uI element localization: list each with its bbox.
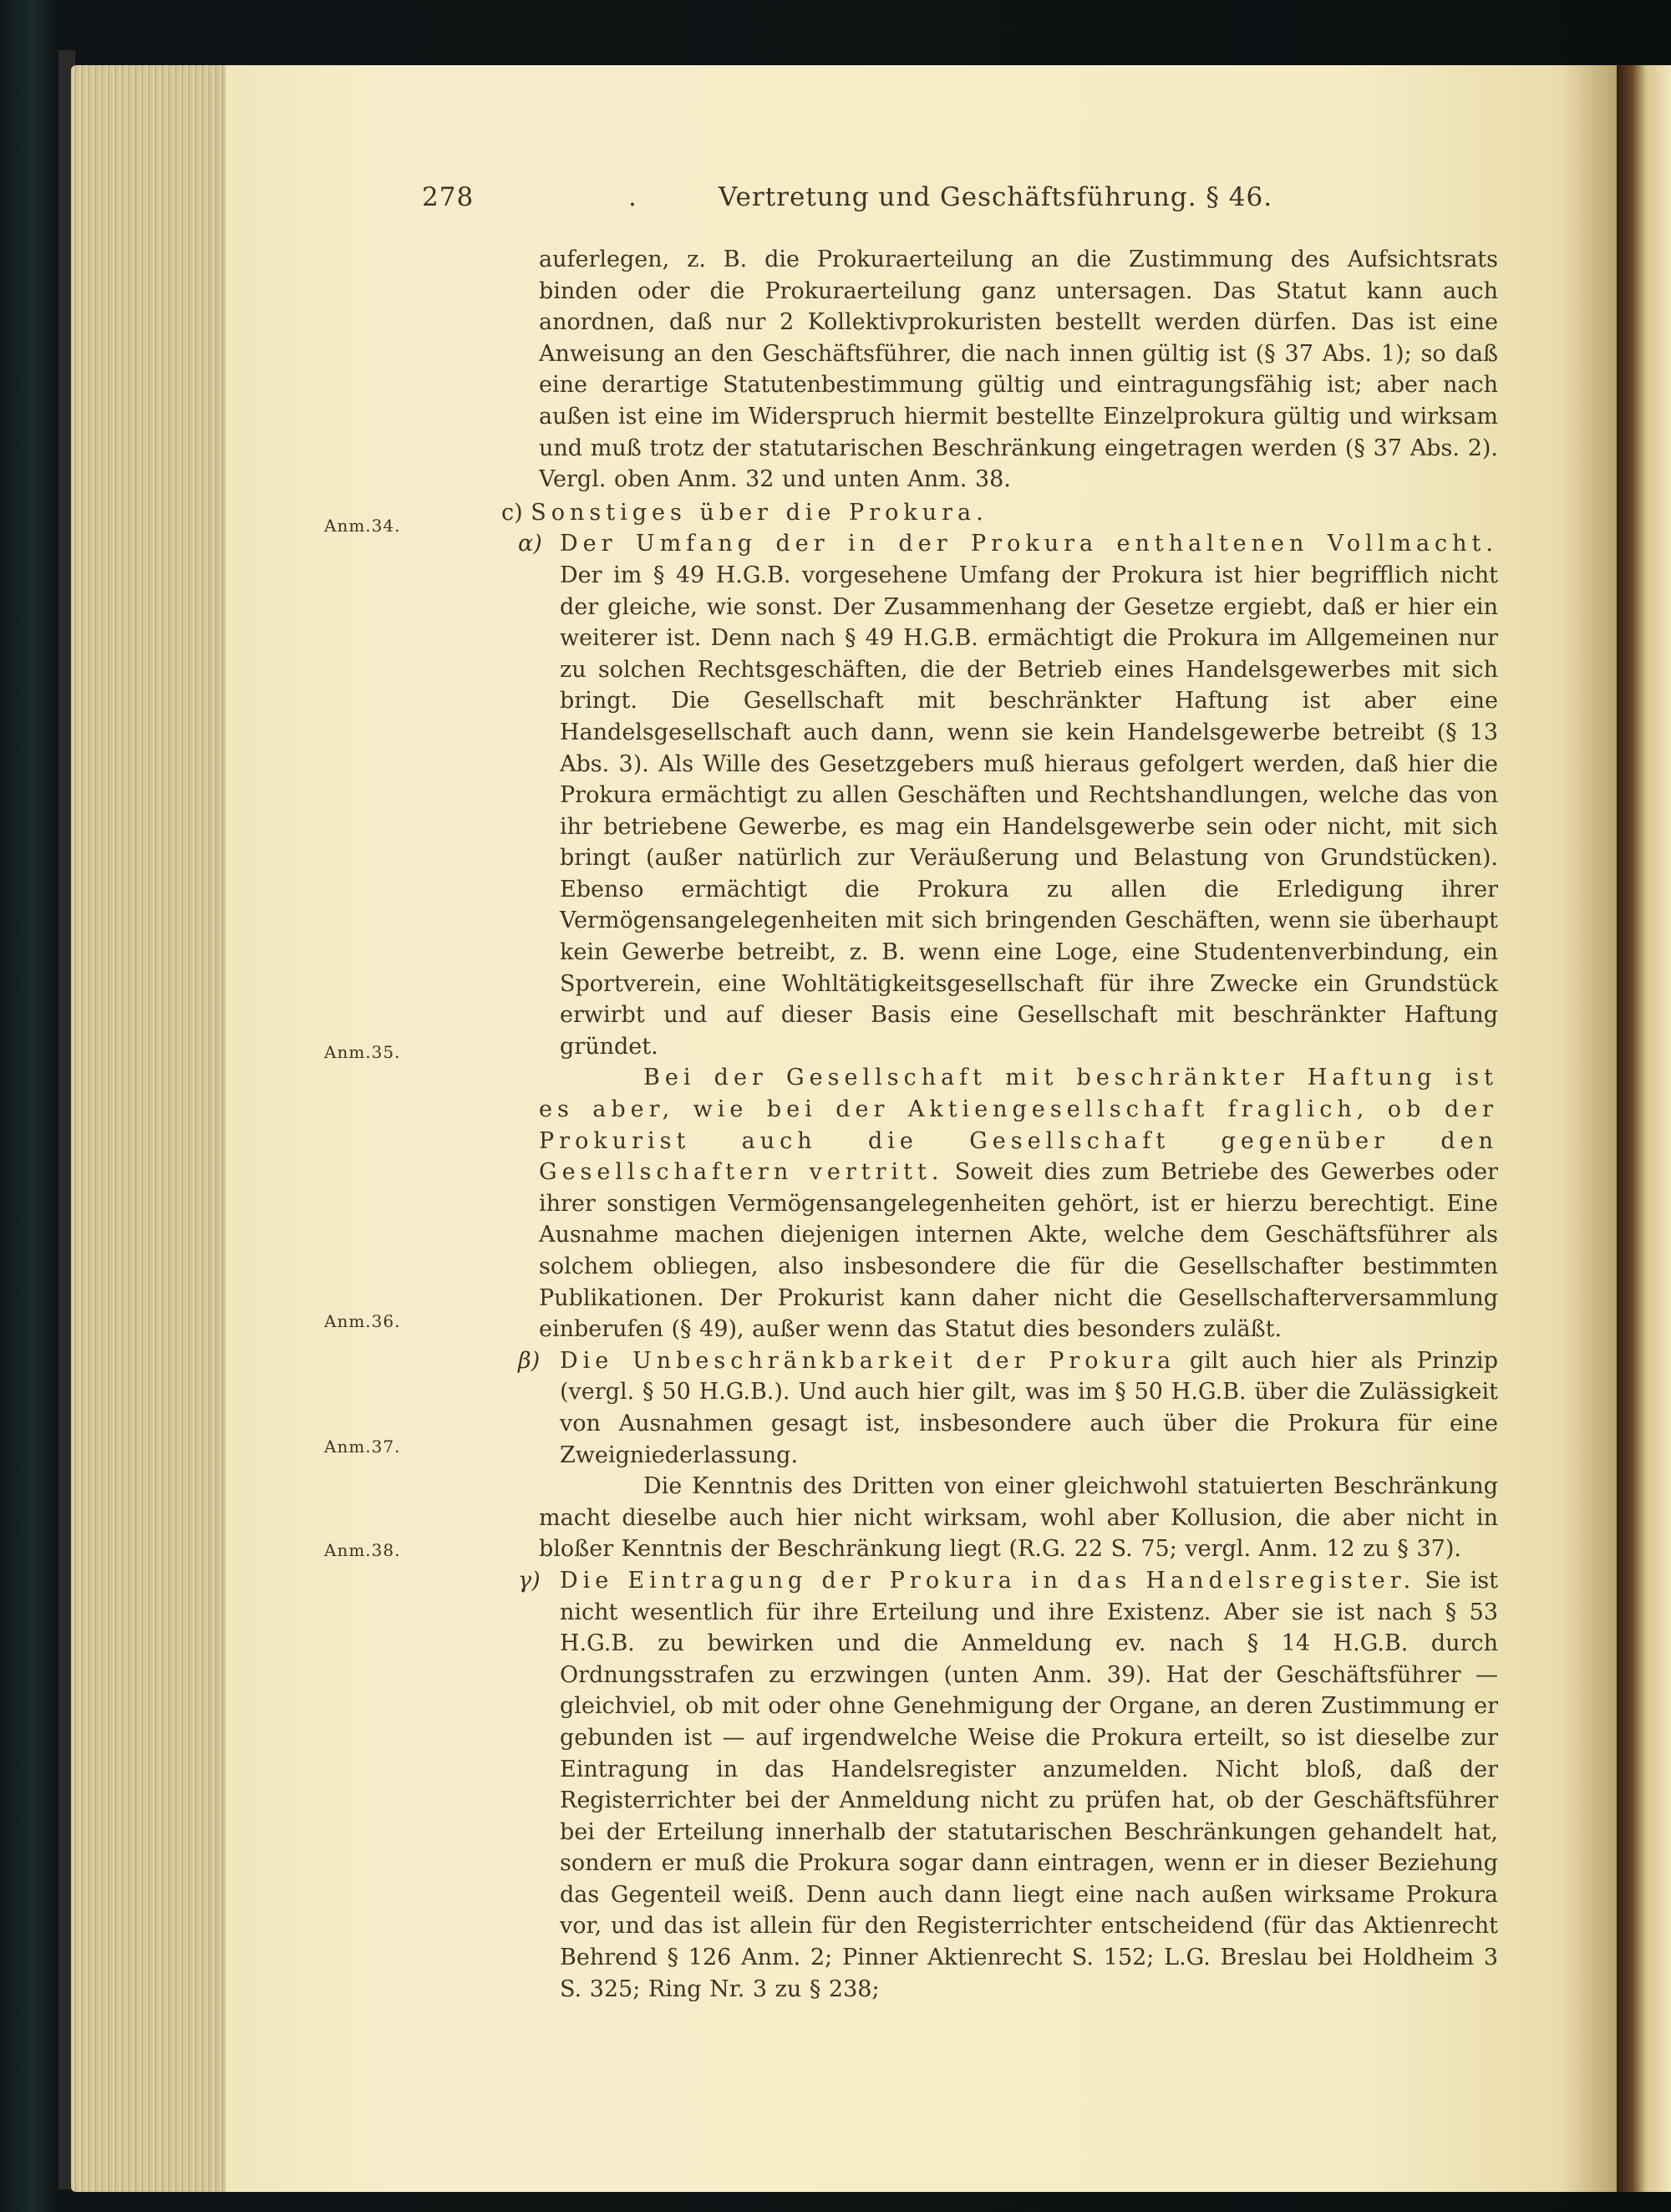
item-alpha — [518, 528, 1498, 1062]
margin-note-34: Anm.34. — [324, 516, 401, 536]
paragraph-35-spaced: Bei der Gesellschaft mit beschränkter Haftung ist es aber, wie bei der Aktiengesellschaft fraglich, ob der Prokurist auch die Gesellschaft gegenüber den Gesellschaftern vertritt. — [539, 1065, 1498, 1186]
item-alpha-text: Der im § 49 H.G.B. vorgesehene Umfang der Prokura ist hier begrifflich nicht der gleiche, wie sonst. Der Zusammenhang der Gesetze ergiebt, daß er hier ein weiterer ist. Denn nach § 49 H.G.B. ermächtigt die Prokura im Allgemeinen nur zu solchen Rechtsgeschäften, die der Betrieb eines Handelsgewerbes mit sich bringt. Die Gesellschaft mit beschränkter Haftung ist aber eine Handelsgesellschaft auch dann, wenn sie kein Handelsgewerbe betreibt (§ 13 Abs. 3). Als Wille des Gesetzgebers muß hieraus gefolgert werden, daß hier die Prokura ermächtigt zu allen Geschäften und Rechtshandlungen, welche das von ihr betriebene Gewerbe, es mag ein Handelsgewerbe sein oder nicht, mit sich bringt (außer natürlich zur Veräußerung und Belastung von Grundstücken). Ebenso ermächtigt die Prokura zu allen die Erledigung ihrer Vermögensangelegenheiten mit sich bringenden Geschäften, wenn sie überhaupt kein Gewerbe betreibt, z. B. wenn eine Loge, eine Studentenverbindung, ein Sportverein, eine Wohltätigkeitsgesellschaft für ihre Zwecke ein Grundstück erwirbt und auf dieser Basis eine Gesellschaft mit beschränkter Haftung gründet. — [560, 562, 1498, 1060]
item-gamma-mark: γ) — [518, 1567, 541, 1594]
margin-note-35: Anm.35. — [324, 1042, 401, 1062]
paragraph-35 — [539, 1062, 1498, 1345]
margin-note-36: Anm.36. — [324, 1311, 401, 1331]
section-c-label: c) — [501, 499, 523, 526]
item-beta-text: gilt auch hier als Prinzip (vergl. § 50 H.G.B.). Und auch hier gilt, was im § 50 H.G.B. über die Zulässigkeit von Ausnahmen gesagt ist, insbesondere auch über die Prokura für eine Zweigniederlassung. — [560, 1347, 1498, 1468]
paragraph-35-text: Soweit dies zum Betriebe des Gewerbes oder ihrer sonstigen Vermögensangelegenheiten gehört, ist er hierzu berechtigt. Eine Ausnahme machen diejenigen internen Akte, welche dem Geschäftsführer als solchem obliegen, also insbesondere die für die Gesellschafter bestimmten Publikationen. Der Prokurist kann daher nicht die Gesellschafterversammlung einberufen (§ 49), außer wenn das Statut dies besonders zuläßt. — [539, 1159, 1498, 1343]
item-beta-mark: β) — [518, 1347, 541, 1374]
margin-note-38: Anm.38. — [324, 1540, 401, 1560]
running-head: Vertretung und Geschäftsführung. § 46. — [719, 182, 1273, 212]
item-beta — [518, 1345, 1498, 1471]
section-c-title: Sonstiges über die Prokura. — [531, 499, 988, 526]
item-gamma-text: Sie ist nicht wesentlich für ihre Erteilung und ihre Existenz. Aber sie ist nach § 53 H.G.B. zu bewirken und die Anmeldung ev. nach § 14 H.G.B. durch Ordnungsstrafen zu erzwingen (unten Anm. 39). Hat der Geschäftsführer — gleichviel, ob mit oder ohne Genehmigung der Organe, an deren Zustimmung er gebunden ist — auf irgendwelche Weise die Prokura erteilt, so ist dieselbe zur Eintragung in das Handelsregister anzumelden. Nicht bloß, daß der Registerrichter bei der Anmeldung nicht zu prüfen hat, ob der Geschäftsführer bei der Erteilung innerhalb der statutarischen Beschränkungen gehandelt hat, sondern er muß die Prokura sogar dann eintragen, wenn er in dieser Beziehung das Gegenteil weiß. Denn auch dann liegt eine nach außen wirksame Prokura vor, und das ist allein für den Registerrichter entscheidend (für das Aktienrecht Behrend § 126 Anm. 2; Pinner Aktienrecht S. 152; L.G. Breslau bei Holdheim 3 S. 325; Ring Nr. 3 zu § 238; — [560, 1567, 1498, 2002]
item-gamma-heading: Die Eintragung der Prokura in das Handelsregister. — [560, 1567, 1416, 1594]
paragraph-37: Die Kenntnis des Dritten von einer gleichwohl statuierten Beschränkung macht dieselbe auch hier nicht wirksam, wohl aber Kollusion, die aber nicht in bloßer Kenntnis der Beschränkung liegt (R.G. 22 S. 75; vergl. Anm. 12 zu § 37). — [539, 1473, 1498, 1563]
item-alpha-heading: Der Umfang der in der Prokura enthaltenen Vollmacht. — [560, 531, 1498, 557]
item-beta-heading: Die Unbeschränkbarkeit der Prokura — [560, 1347, 1176, 1374]
page-header — [0, 182, 1671, 224]
book-gutter — [1617, 65, 1671, 2192]
item-alpha-mark: α) — [518, 531, 542, 557]
paragraph-intro: auferlegen, z. B. die Prokuraerteilung an die Zustimmung des Aufsichtsrats binden oder die Prokuraerteilung ganz untersagen. Das Statut kann auch anordnen, daß nur 2 Kollektivprokuristen bestellt werden dürfen. Das ist eine Anweisung an den Geschäftsführer, die nach innen gültig ist (§ 37 Abs. 1); so daß eine derartige Statutenbestimmung gültig und eintragungsfähig ist; aber nach außen ist eine im Widerspruch hiermit bestellte Einzelprokura gültig und wirksam und muß trotz der statutarischen Beschränkung eingetragen werden (§ 37 Abs. 2). Vergl. oben Anm. 32 und unten Anm. 38. — [539, 247, 1498, 493]
page-stack — [71, 65, 230, 2192]
header-separator: . — [628, 182, 637, 212]
page-number: 278 — [422, 182, 475, 212]
section-c-heading — [501, 497, 1498, 529]
body-text — [501, 244, 1498, 2005]
margin-note-37: Anm.37. — [324, 1437, 401, 1457]
item-gamma — [518, 1565, 1498, 2005]
